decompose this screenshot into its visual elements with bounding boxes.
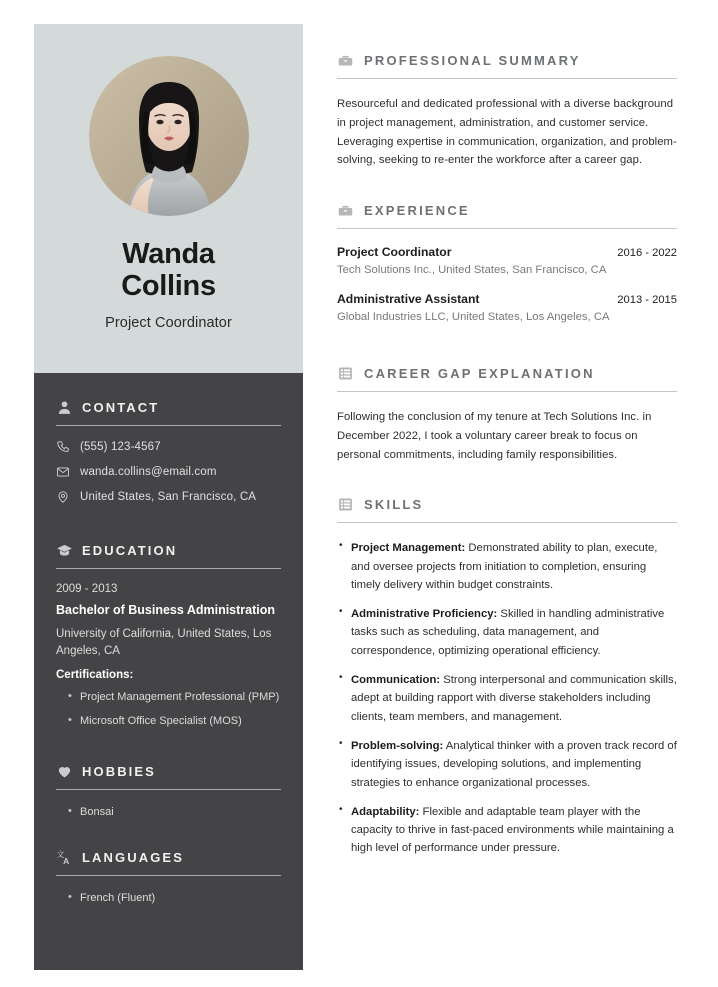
list-item	[337, 605, 677, 660]
spacer	[56, 515, 281, 542]
skill-name: Adaptability:	[351, 805, 420, 818]
list-item	[337, 671, 677, 726]
spacer	[56, 736, 281, 763]
divider	[337, 522, 677, 523]
job-title: Project Coordinator	[105, 314, 232, 331]
experience-role: Administrative Assistant	[337, 292, 480, 306]
skill-name: Project Management:	[351, 542, 466, 555]
contact-phone[interactable]	[56, 440, 281, 454]
experience-dates: 2016 - 2022	[617, 247, 677, 259]
briefcase-icon	[337, 202, 354, 219]
first-name: Wanda	[122, 238, 215, 270]
list-item: • French (Fluent)	[68, 890, 281, 907]
experience-organization: Tech Solutions Inc., United States, San Francisco, CA	[337, 264, 607, 276]
certifications-list	[56, 689, 281, 729]
divider	[337, 78, 677, 79]
hobbies-heading	[56, 763, 281, 780]
section-experience	[337, 202, 677, 323]
last-name: Collins	[121, 270, 216, 303]
skill-description: Skilled in handling administrative tasks such as scheduling, data management, and correspondence, optimizing operational efficiency.	[351, 608, 665, 657]
section-career-gap	[337, 365, 677, 464]
section-skills	[337, 496, 677, 857]
languages-title: LANGUAGES	[82, 849, 184, 865]
skills-title: SKILLS	[364, 497, 424, 513]
skill-description: Analytical thinker with a proven track record of identifying issues, developing solutions, and implementing strategies to enhance organizational processes.	[351, 739, 677, 789]
skill-description: Strong interpersonal and communication skills, adept at building rapport with diverse stakeholders including clients, team members, and management.	[351, 674, 677, 723]
sidebar-body-panel	[34, 373, 303, 970]
summary-heading	[337, 52, 677, 69]
contact-email[interactable]	[56, 465, 281, 479]
skill-name: Communication:	[351, 674, 441, 687]
envelope-icon	[56, 465, 70, 479]
sidebar-section-languages	[56, 849, 281, 907]
contact-heading	[56, 399, 281, 416]
experience-dates: 2013 - 2015	[617, 294, 677, 306]
list-item: • Microsoft Office Specialist (MOS)	[68, 713, 281, 730]
experience-heading	[337, 202, 677, 219]
spacer	[56, 828, 281, 849]
sidebar-section-education	[56, 542, 281, 729]
divider	[56, 875, 281, 876]
divider	[56, 568, 281, 569]
skill-name: Administrative Proficiency:	[351, 608, 498, 621]
list-icon	[337, 496, 354, 513]
experience-title: EXPERIENCE	[364, 203, 470, 218]
summary-title: PROFESSIONAL SUMMARY	[364, 53, 581, 68]
contact-location[interactable]	[56, 490, 281, 504]
user-icon	[56, 399, 73, 416]
divider	[56, 789, 281, 790]
summary-text: Resourceful and dedicated professional with a diverse background in project management, administration, and customer service. Leveraging expertise in communication, organization, and problem-solving, seeking to re-enter the workforce after a career gap.	[337, 98, 677, 167]
svg-text:文: 文	[56, 848, 65, 859]
contact-phone-value: (555) 123-4567	[80, 441, 161, 453]
list-item	[337, 737, 677, 792]
svg-text:A: A	[63, 855, 70, 866]
briefcase-icon	[337, 52, 354, 69]
divider	[337, 228, 677, 229]
career-gap-heading	[337, 365, 677, 382]
sidebar-section-hobbies	[56, 763, 281, 821]
sidebar-header-panel	[34, 24, 303, 373]
location-pin-icon	[56, 490, 70, 504]
graduation-cap-icon	[56, 542, 73, 559]
sidebar	[34, 24, 303, 970]
divider	[337, 391, 677, 392]
phone-icon	[56, 440, 70, 454]
section-professional-summary	[337, 52, 677, 170]
career-gap-title: CAREER GAP EXPLANATION	[364, 366, 595, 381]
list-icon	[337, 365, 354, 382]
education-heading	[56, 542, 281, 559]
education-school: University of California, United States, Los Angeles, CA	[56, 628, 272, 658]
education-degree: Bachelor of Business Administration	[56, 603, 276, 617]
experience-organization: Global Industries LLC, United States, Los Angeles, CA	[337, 311, 610, 323]
list-item	[337, 803, 677, 858]
skills-list	[337, 539, 677, 857]
certifications-label: Certifications:	[56, 669, 134, 682]
languages-list	[56, 890, 281, 907]
portrait-photo-icon	[89, 56, 249, 216]
skills-heading	[337, 496, 677, 513]
skill-description: Flexible and adaptable team player with the capacity to thrive in fast-paced environments while maintaining a high level of performance under pressure.	[351, 805, 674, 855]
hobbies-list	[56, 804, 281, 821]
list-item	[337, 539, 677, 594]
spacer	[337, 176, 677, 202]
list-item: • Bonsai	[68, 804, 281, 821]
hobbies-title: HOBBIES	[82, 764, 156, 780]
education-dates: 2009 - 2013	[56, 583, 118, 595]
education-title: EDUCATION	[82, 543, 178, 558]
spacer	[337, 339, 677, 365]
experience-entry	[337, 245, 677, 276]
main-content	[337, 52, 677, 869]
list-item: • Project Management Professional (PMP)	[68, 689, 281, 706]
translate-icon	[56, 849, 73, 866]
experience-role: Project Coordinator	[337, 245, 452, 259]
skill-description: Demonstrated ability to plan, execute, and oversee projects from initiation to completion, ensuring timely delivery within budget constraints.	[351, 542, 658, 591]
skill-name: Problem-solving:	[351, 739, 444, 752]
page-title	[34, 238, 303, 303]
spacer	[337, 470, 677, 496]
sidebar-section-contact	[56, 399, 281, 504]
experience-entry	[337, 292, 677, 323]
contact-location-value: United States, San Francisco, CA	[80, 491, 257, 503]
contact-email-value: wanda.collins@email.com	[80, 466, 217, 478]
career-gap-text: Following the conclusion of my tenure at Tech Solutions Inc. in December 2022, I took a voluntary career break to focus on personal commitments, including family responsibilities.	[337, 411, 652, 461]
heart-icon	[56, 763, 73, 780]
divider	[56, 425, 281, 426]
contact-title: CONTACT	[82, 400, 160, 415]
avatar	[89, 56, 249, 216]
languages-heading	[56, 849, 281, 866]
